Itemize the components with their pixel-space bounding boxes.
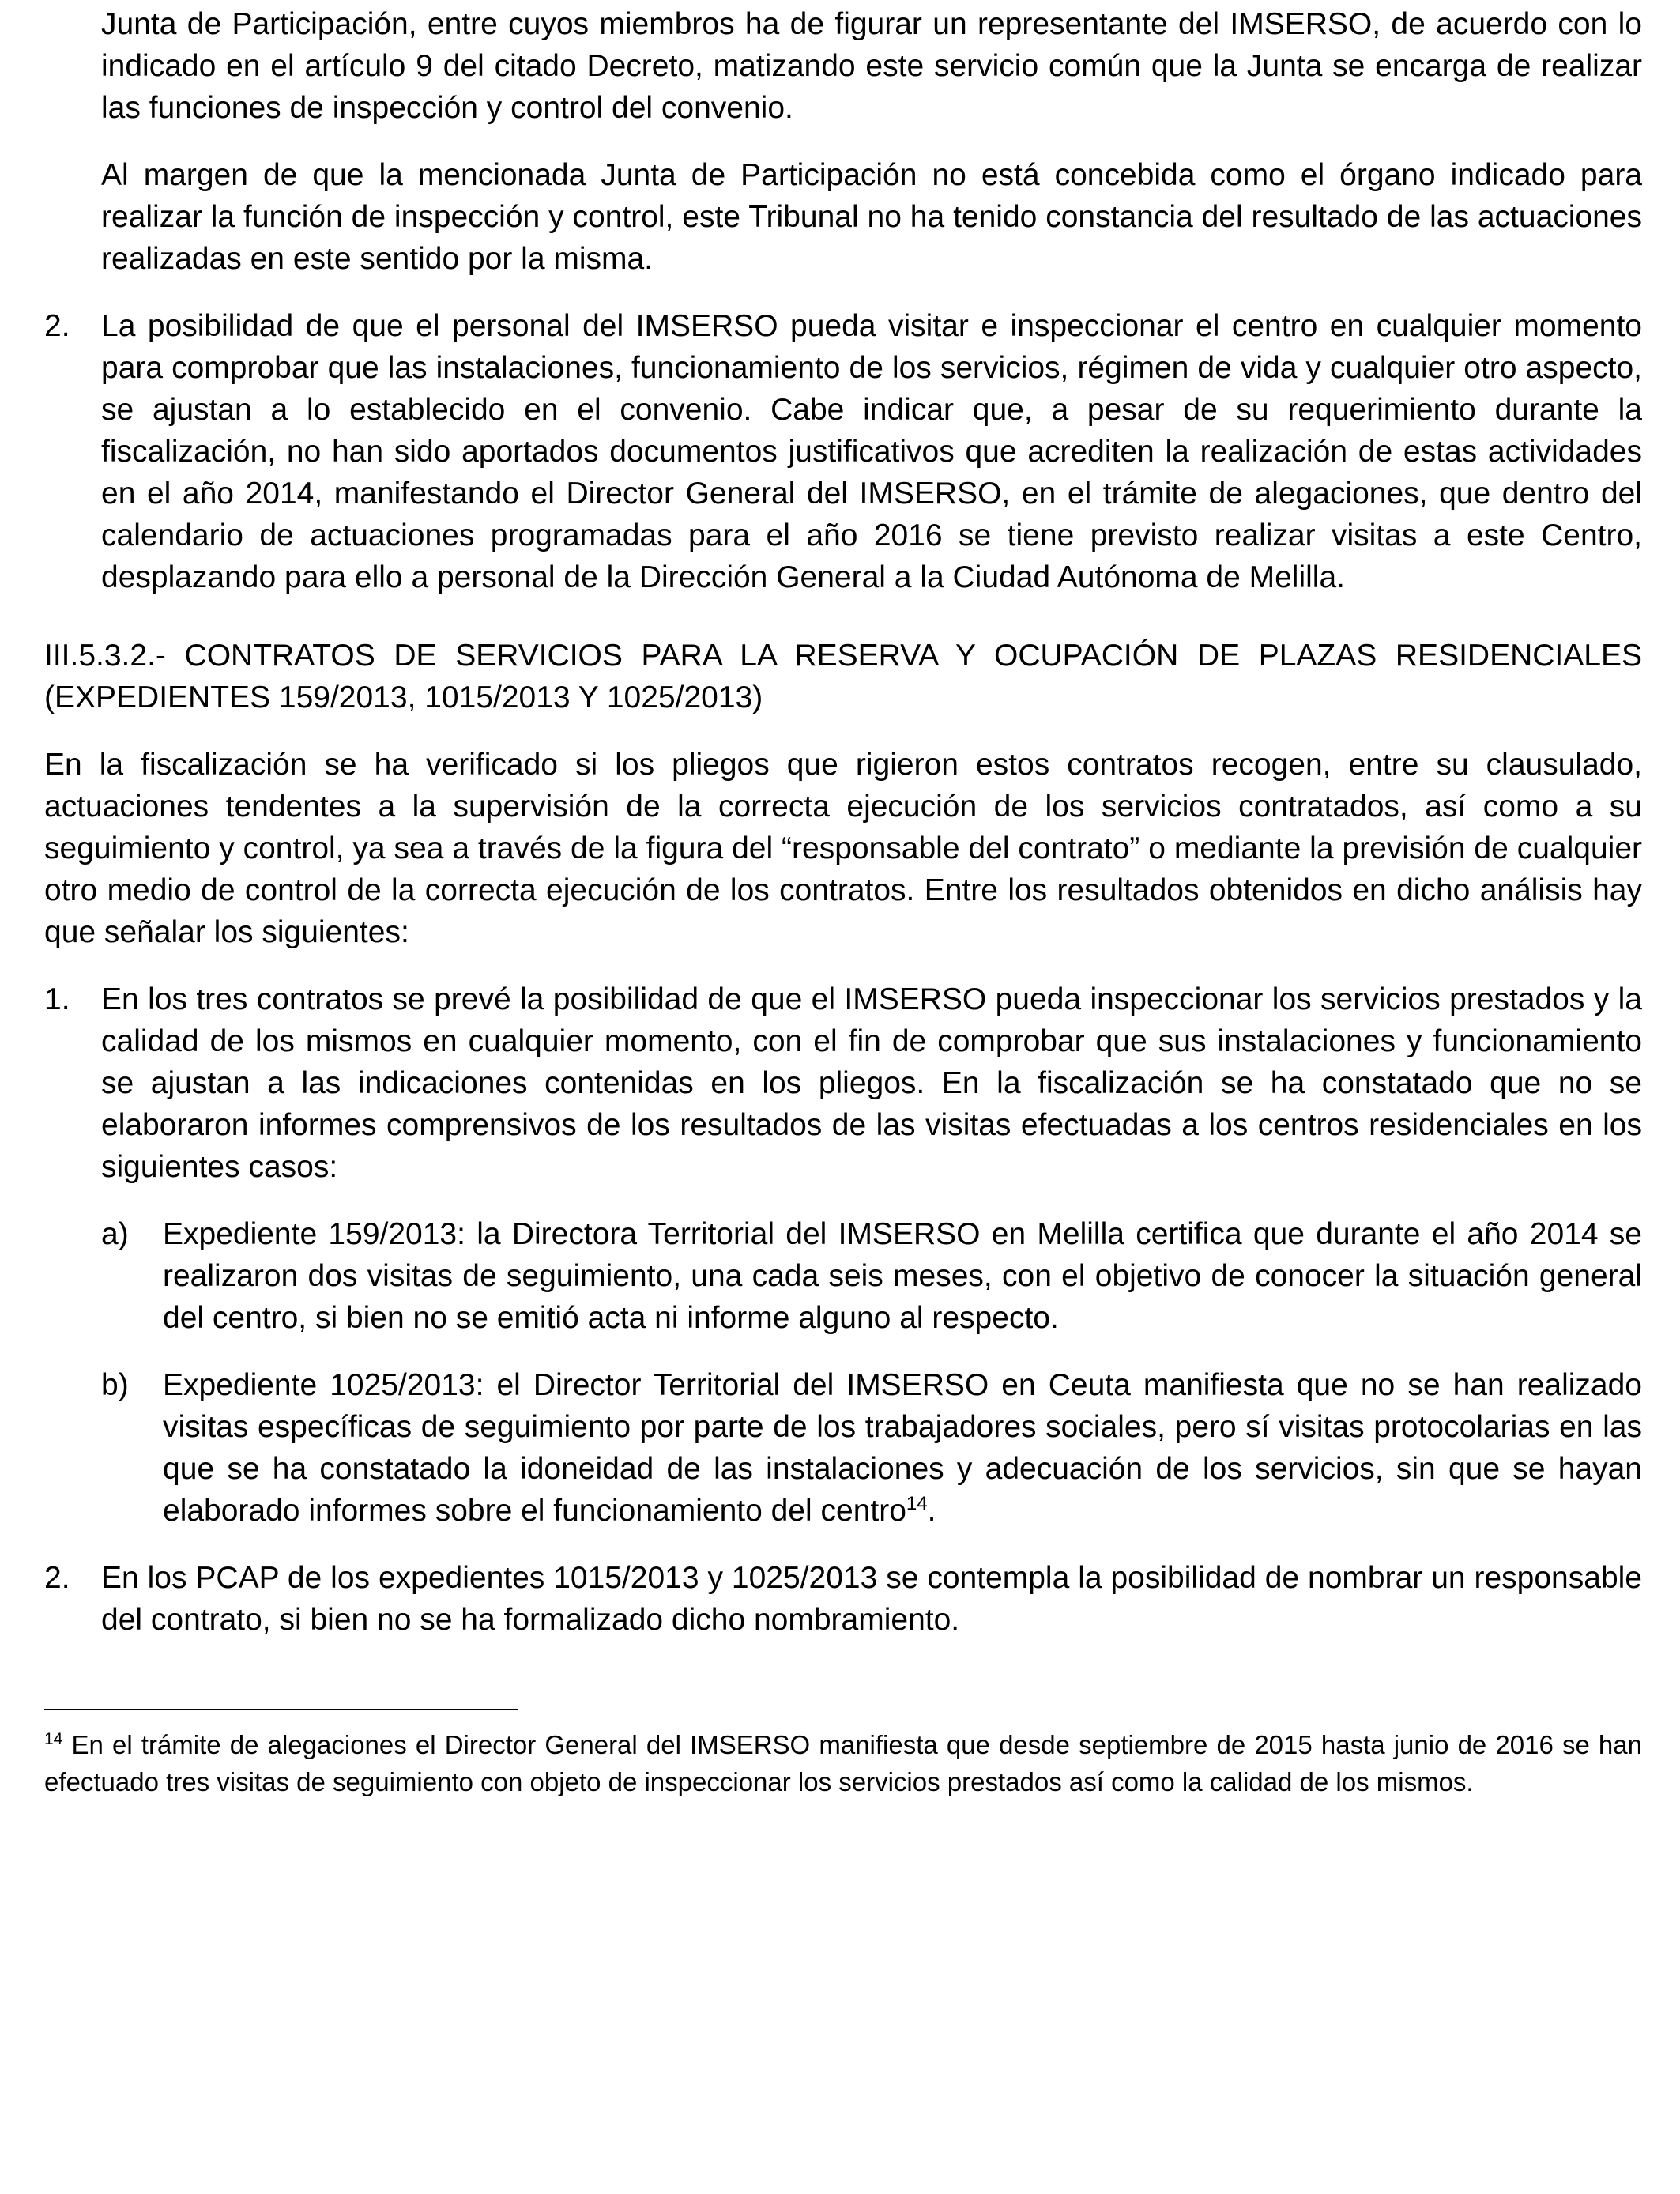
sub-item-text: Expediente 1025/2013: el Director Territorial del IMSERSO en Ceuta manifiesta que no se han realizado visitas específicas de seguimiento por parte de los trabajadores sociales, pero sí visitas protocolarias en las que se ha constatado la idoneidad de las instalaciones y adecuación de los servicios, sin que se hayan elaborado informes sobre el funcionamiento del centro bbox=[163, 1368, 1642, 1528]
footnote-text: En el trámite de alegaciones el Director General del IMSERSO manifiesta que desde septiembre de 2015 hasta junio de 2016 se han efectuado tres visitas de seguimiento con objeto de inspeccionar los servicios prestados así como la calidad de los mismos. bbox=[44, 1730, 1642, 1796]
sub-item-text: Expediente 159/2013: la Directora Territorial del IMSERSO en Melilla certifica que durante el año 2014 se realizaron dos visitas de seguimiento, una cada seis meses, con el objetivo de conocer la situación general del centro, si bien no se emitió acta ni informe alguno al respecto. bbox=[163, 1217, 1642, 1335]
list-number: 2. bbox=[44, 309, 70, 343]
list-number: 2. bbox=[44, 1561, 70, 1595]
list-text: En los tres contratos se prevé la posibilidad de que el IMSERSO pueda inspeccionar los servicios prestados y la calidad de los mismos en cualquier momento, con el fin de comprobar que sus instalaciones y funcionamiento se ajustan a las indicaciones contenidas en los pliegos. En la fiscalización se ha constatado que no se elaboraron informes comprensivos de los resultados de las visitas efectuadas a los centros residenciales en los siguientes casos: bbox=[101, 982, 1642, 1184]
list-item-2-posibilidad bbox=[44, 305, 1642, 598]
list-text: En los PCAP de los expedientes 1015/2013 y 1025/2013 se contempla la posibilidad de nombrar un responsable del contrato, si bien no se ha formalizado dicho nombramiento. bbox=[101, 1561, 1642, 1637]
sub-item-a bbox=[44, 1213, 1642, 1339]
sub-item-letter: a) bbox=[101, 1217, 129, 1251]
footnote bbox=[44, 1726, 1642, 1800]
footnote-reference: 14 bbox=[906, 1493, 928, 1514]
list-item-2-pcap bbox=[44, 1557, 1642, 1641]
paragraph-junta: Junta de Participación, entre cuyos miembros ha de figurar un representante del IMSERSO, de acuerdo con lo indicado en el artículo 9 del citado Decreto, matizando este servicio común que la Junta se encarga de realizar las funciones de inspección y control del convenio. bbox=[101, 7, 1642, 125]
paragraph-margen: Al margen de que la mencionada Junta de Participación no está concebida como el órgano indicado para realizar la función de inspección y control, este Tribunal no ha tenido constancia del resultado de las actuaciones realizadas en este sentido por la misma. bbox=[101, 158, 1642, 276]
sub-item-letter: b) bbox=[101, 1368, 129, 1402]
section-heading: III.5.3.2.- CONTRATOS DE SERVICIOS PARA LA RESERVA Y OCUPACIÓN DE PLAZAS RESIDENCIALES (EXPEDIENTES 159/2013, 1015/2013 Y 1025/2013) bbox=[44, 639, 1642, 714]
sub-item-b bbox=[44, 1364, 1642, 1532]
list-item-1-contratos bbox=[44, 978, 1642, 1188]
footnote-marker: 14 bbox=[44, 1730, 63, 1748]
list-number: 1. bbox=[44, 982, 70, 1016]
paragraph-fiscalizacion: En la fiscalización se ha verificado si los pliegos que rigieron estos contratos recogen, entre su clausulado, actuaciones tendentes a la supervisión de la correcta ejecución de los servicios contratados, así como a su seguimiento y control, ya sea a través de la figura del “responsable del contrato” o mediante la previsión de cualquier otro medio de control de la correcta ejecución de los contratos. Entre los resultados obtenidos en dicho análisis hay que señalar los siguientes: bbox=[44, 748, 1642, 949]
list-text: La posibilidad de que el personal del IMSERSO pueda visitar e inspeccionar el centro en cualquier momento para comprobar que las instalaciones, funcionamiento de los servicios, régimen de vida y cualquier otro aspecto, se ajustan a lo establecido en el convenio. Cabe indicar que, a pesar de su requerimiento durante la fiscalización, no han sido aportados documentos justificativos que acrediten la realización de estas actividades en el año 2014, manifestando el Director General del IMSERSO, en el trámite de alegaciones, que dentro del calendario de actuaciones programadas para el año 2016 se tiene previsto realizar visitas a este Centro, desplazando para ello a personal de la Dirección General a la Ciudad Autónoma de Melilla. bbox=[101, 309, 1642, 594]
sub-item-end: . bbox=[927, 1494, 936, 1528]
